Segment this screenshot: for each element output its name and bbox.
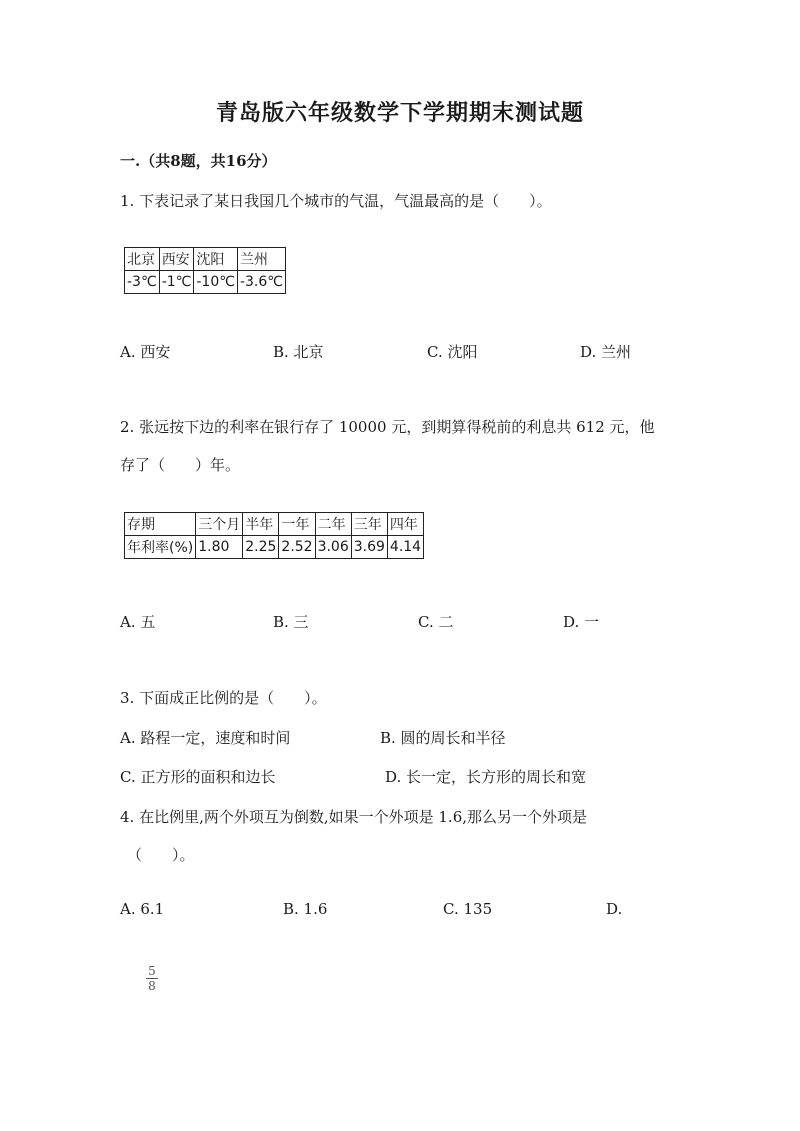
question-4-option-a: A. 6.1 [120,900,165,918]
question-2-option-d: D. 一 [563,613,600,631]
table-cell: 3.69 [351,536,387,559]
question-1-option-a: A. 西安 [120,343,171,361]
table-header-row [125,513,424,536]
table-cell: 3.06 [315,536,351,559]
table-cell: 1.80 [196,536,243,559]
table-cell: 北京 [125,248,160,271]
question-1-option-d: D. 兰州 [580,343,632,361]
question-4-option-b: B. 1.6 [283,900,328,918]
table-cell: 四年 [387,513,423,536]
question-3-option-b: B. 圆的周长和半径 [380,729,506,747]
question-2-option-a: A. 五 [120,613,156,631]
question-4-stem-line2: （ ）。 [127,846,195,864]
table-cell: -1℃ [159,271,194,294]
table-cell: -3.6℃ [237,271,285,294]
question-2-stem-line2: 存了（ ）年。 [120,456,241,474]
table-row [125,536,424,559]
table-cell: 2.25 [243,536,279,559]
page-title: 青岛版六年级数学下学期期末测试题 [215,100,584,126]
fraction-five-eighths [145,964,159,993]
table-cell: -3℃ [125,271,160,294]
table-cell: 存期 [125,513,196,536]
fraction-denominator: 8 [148,979,156,993]
table-cell: 半年 [243,513,279,536]
question-2-option-c: C. 二 [418,613,454,631]
question-2-stem-line1: 2. 张远按下边的利率在银行存了 10000 元，到期算得税前的利息共 612 元，他 [120,418,655,436]
table-cell: 2.52 [279,536,315,559]
table-cell: 4.14 [387,536,423,559]
table-row [125,271,286,294]
table-cell: -10℃ [194,271,238,294]
question-1-table [124,247,286,294]
table-cell: 年利率(%) [125,536,196,559]
question-4-option-c: C. 135 [443,900,493,918]
table-cell: 三个月 [196,513,243,536]
question-1-stem: 1. 下表记录了某日我国几个城市的气温，气温最高的是（ ）。 [120,192,552,210]
question-2-table [124,512,424,559]
question-2-option-b: B. 三 [273,613,309,631]
table-cell: 兰州 [237,248,285,271]
table-cell: 沈阳 [194,248,238,271]
question-3-stem: 3. 下面成正比例的是（ ）。 [120,689,327,707]
question-1-option-b: B. 北京 [273,343,324,361]
table-header-row [125,248,286,271]
question-3-option-a: A. 路程一定，速度和时间 [120,729,291,747]
question-3-option-c: C. 正方形的面积和边长 [120,768,276,786]
table-cell: 一年 [279,513,315,536]
question-3-option-d: D. 长一定，长方形的周长和宽 [385,768,587,786]
fraction-numerator: 5 [148,964,156,978]
question-4-option-d: D. [606,900,623,918]
table-cell: 二年 [315,513,351,536]
table-cell: 三年 [351,513,387,536]
question-1-option-c: C. 沈阳 [427,343,478,361]
table-cell: 西安 [159,248,194,271]
question-4-stem-line1: 4. 在比例里,两个外项互为倒数,如果一个外项是 1.6,那么另一个外项是 [120,808,588,826]
section-heading: 一.（共8题，共16分） [120,152,277,170]
